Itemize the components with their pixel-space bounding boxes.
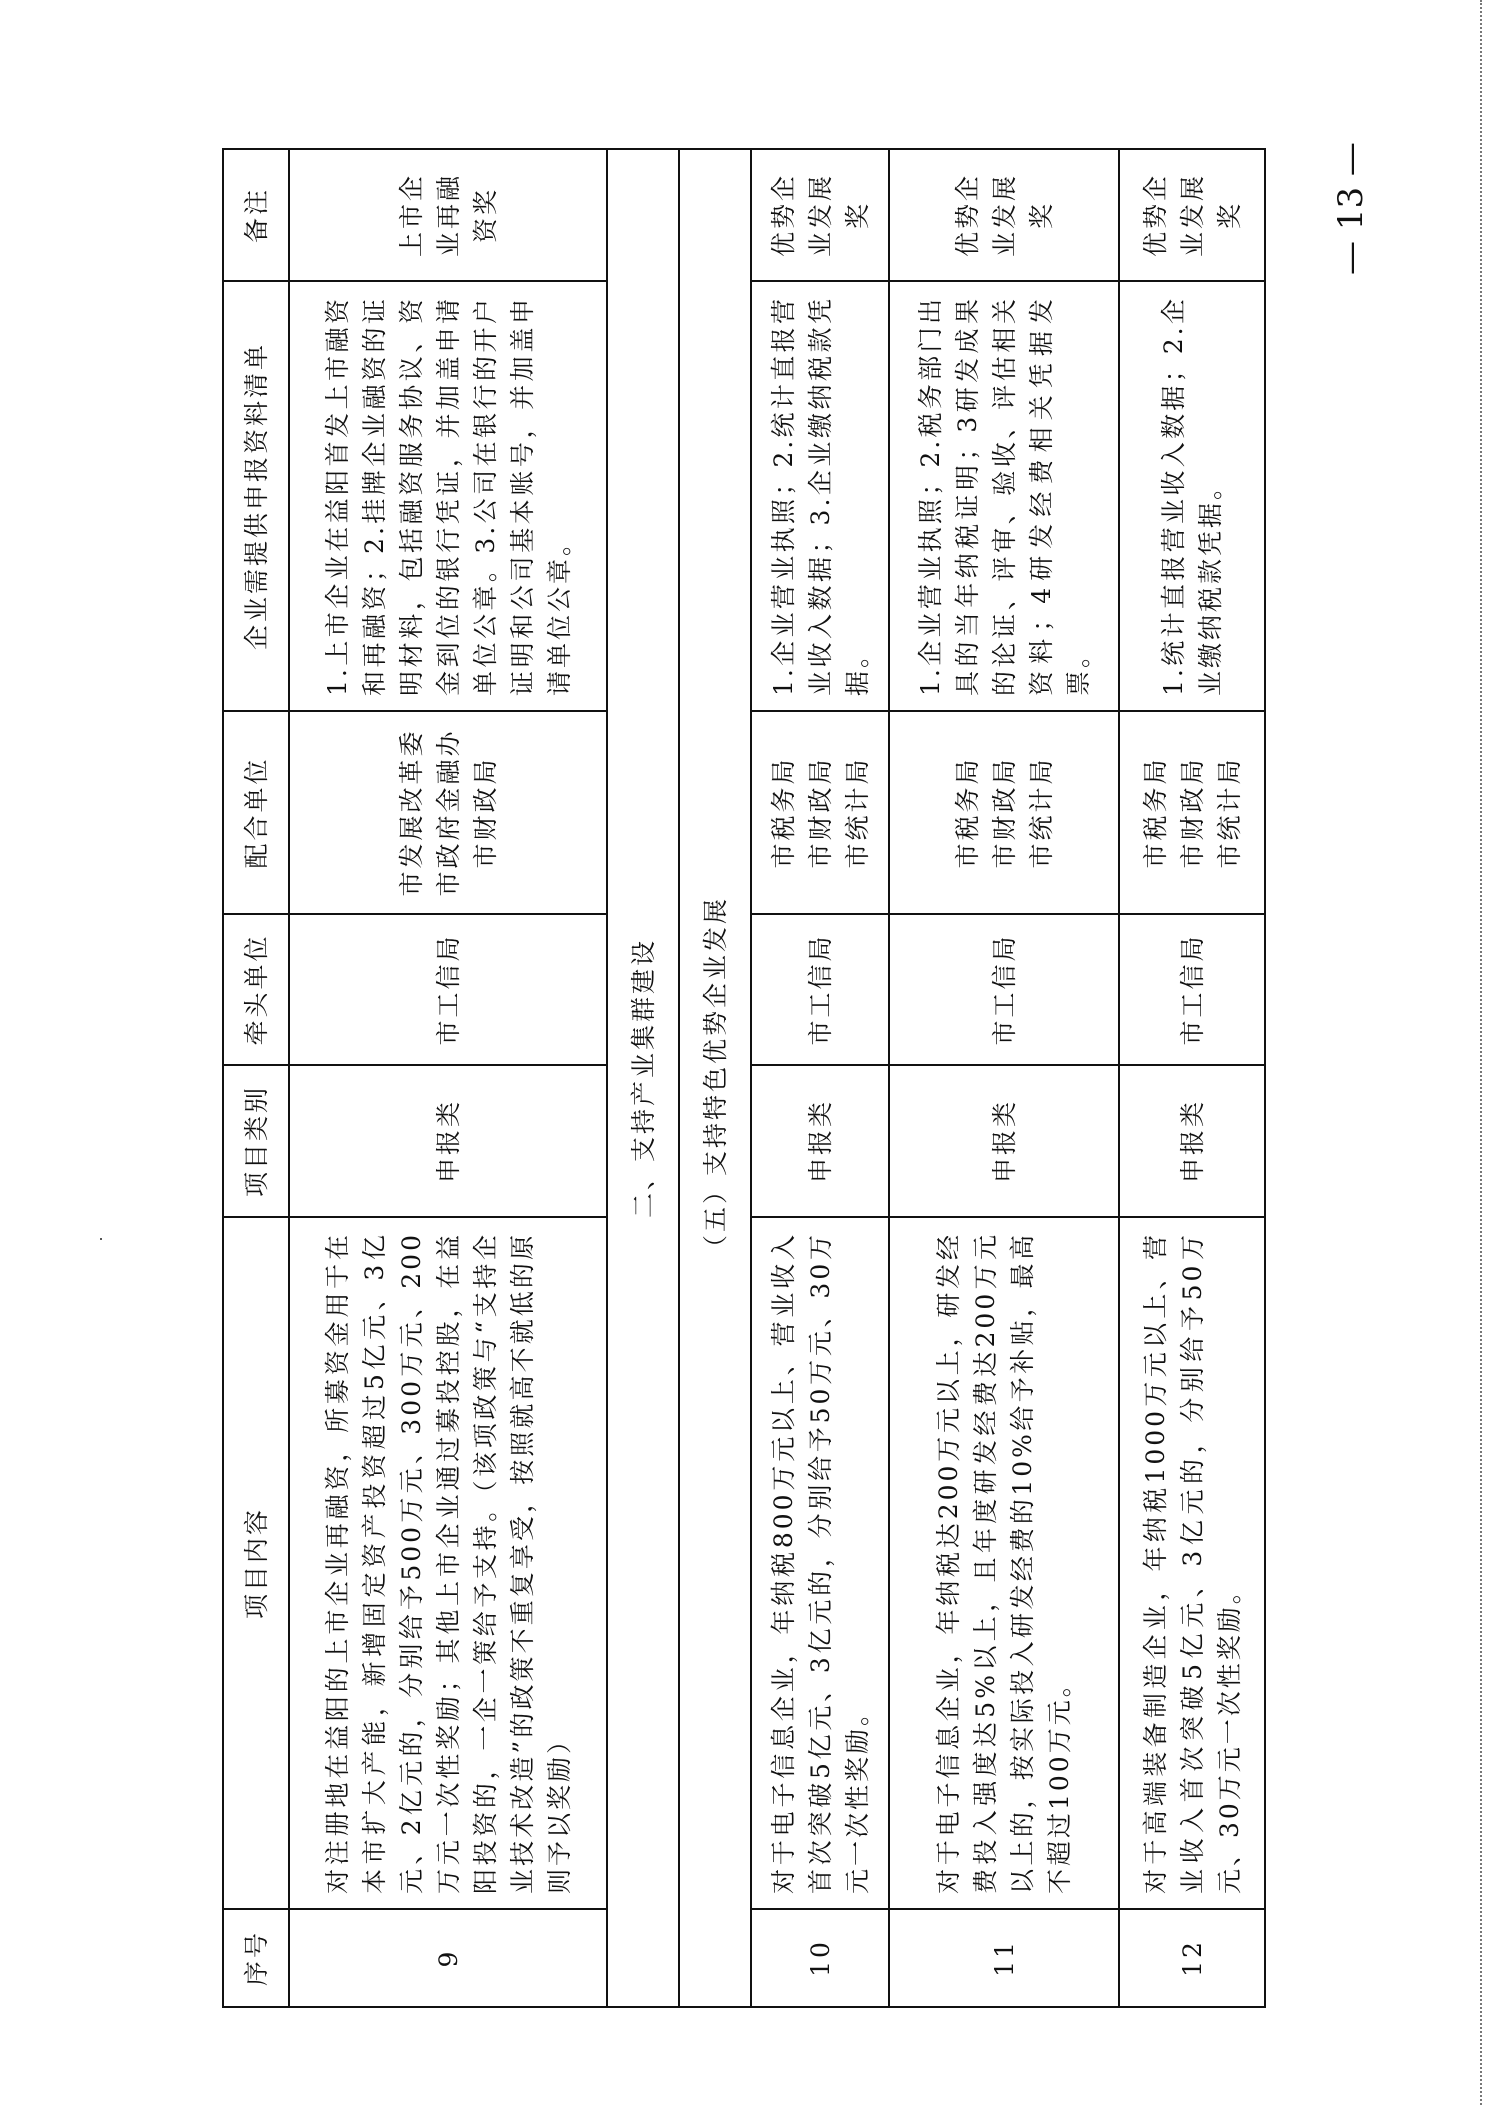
partner: 市财政局: [470, 756, 500, 869]
section-row: [607, 149, 679, 2007]
row-seq: 11: [889, 1909, 1119, 2007]
header-category: 项目类别: [223, 1065, 289, 1217]
page-number: — 13 —: [1331, 142, 1371, 275]
subsection-row: [679, 149, 751, 2007]
row-seq: 12: [1119, 1909, 1265, 2007]
row-lead: 市工信局: [289, 914, 607, 1065]
table-row: [289, 149, 607, 2007]
row-remark: 优势企业发展奖: [751, 149, 889, 281]
header-seq: 序号: [223, 1909, 289, 2007]
row-category: 申报类: [751, 1065, 889, 1217]
partner: 市财政局: [805, 756, 835, 869]
row-category: 申报类: [289, 1065, 607, 1217]
header-remark: 备注: [223, 149, 289, 281]
partner: 市政府金融办: [433, 728, 463, 897]
row-lead: 市工信局: [751, 914, 889, 1065]
row-remark: 上市企业再融资奖: [289, 149, 607, 281]
row-lead: 市工信局: [889, 914, 1119, 1065]
row-content: 对于高端装备制造企业，年纳税1000万元以上、营业收入首次突破5亿元、3亿元的，分别给予50万元、30万元一次性奖励。: [1119, 1217, 1265, 1909]
policy-table: [222, 148, 1266, 2008]
partner: 市财政局: [1177, 756, 1207, 869]
row-content: 对注册地在益阳的上市企业再融资，所募资金用于在本市扩大产能，新增固定资产投资超过5亿元、3亿元、2亿元的，分别给予500万元、300万元、200万元一次性奖励；其他上市企业通过募投控股，在益阳投资的，一企一策给予支持。（该项政策与“支持企业技术改造”的政策不重复享受，按照就高不就低的原则予以奖励）: [289, 1217, 607, 1909]
rotated-page-content: [222, 150, 1264, 2008]
row-seq: 9: [289, 1909, 607, 2007]
row-materials: 1.企业营业执照；2.统计直报营业收入数据；3.企业缴纳税款凭据。: [751, 281, 889, 711]
header-materials: 企业需提供申报资料清单: [223, 281, 289, 711]
row-materials: 1.企业营业执照；2.税务部门出具的当年纳税证明；3研发成果的论证、评审、验收、评估相关资料；4研发经费相关凭据发票。: [889, 281, 1119, 711]
header-row: [223, 149, 289, 2007]
table-row: [751, 149, 889, 2007]
header-partners: 配合单位: [223, 711, 289, 914]
row-remark: 优势企业发展奖: [1119, 149, 1265, 281]
header-content: 项目内容: [223, 1217, 289, 1909]
row-seq: 10: [751, 1909, 889, 2007]
row-lead: 市工信局: [1119, 914, 1265, 1065]
scan-speck: [100, 1238, 102, 1240]
partner: 市税务局: [768, 756, 798, 869]
header-lead: 牵头单位: [223, 914, 289, 1065]
partner: 市税务局: [1140, 756, 1170, 869]
section-heading: 二、支持产业集群建设: [607, 149, 679, 2007]
partner: 市统计局: [1214, 756, 1244, 869]
row-remark: 优势企业发展奖: [889, 149, 1119, 281]
row-content: 对于电子信息企业，年纳税达200万元以上，研发经费投入强度达5%以上，且年度研发经费达200万元以上的，按实际投入研发经费的10%给予补贴，最高不超过100万元。: [889, 1217, 1119, 1909]
row-category: 申报类: [889, 1065, 1119, 1217]
row-materials: 1.上市企业在益阳首发上市融资和再融资；2.挂牌企业融资的证明材料，包括融资服务协议、资金到位的银行凭证，并加盖申请单位公章。3.公司在银行的开户证明和公司基本账号，并加盖申请单位公章。: [289, 281, 607, 711]
table-row: [889, 149, 1119, 2007]
partner: 市税务局: [952, 756, 982, 869]
subsection-heading: （五）支持特色优势企业发展: [679, 149, 751, 2007]
partner: 市统计局: [842, 756, 872, 869]
row-materials: 1.统计直报营业收入数据；2.企业缴纳税款凭据。: [1119, 281, 1265, 711]
row-category: 申报类: [1119, 1065, 1265, 1217]
row-partners: [289, 711, 607, 914]
row-partners: [889, 711, 1119, 914]
partner: 市财政局: [989, 756, 1019, 869]
partner: 市发展改革委: [396, 728, 426, 897]
row-content: 对于电子信息企业，年纳税800万元以上、营业收入首次突破5亿元、3亿元的，分别给予50万元、30万元一次性奖励。: [751, 1217, 889, 1909]
table-row: [1119, 149, 1265, 2007]
row-partners: [751, 711, 889, 914]
partner: 市统计局: [1026, 756, 1056, 869]
scan-edge-line: [1480, 0, 1482, 2105]
row-partners: [1119, 711, 1265, 914]
